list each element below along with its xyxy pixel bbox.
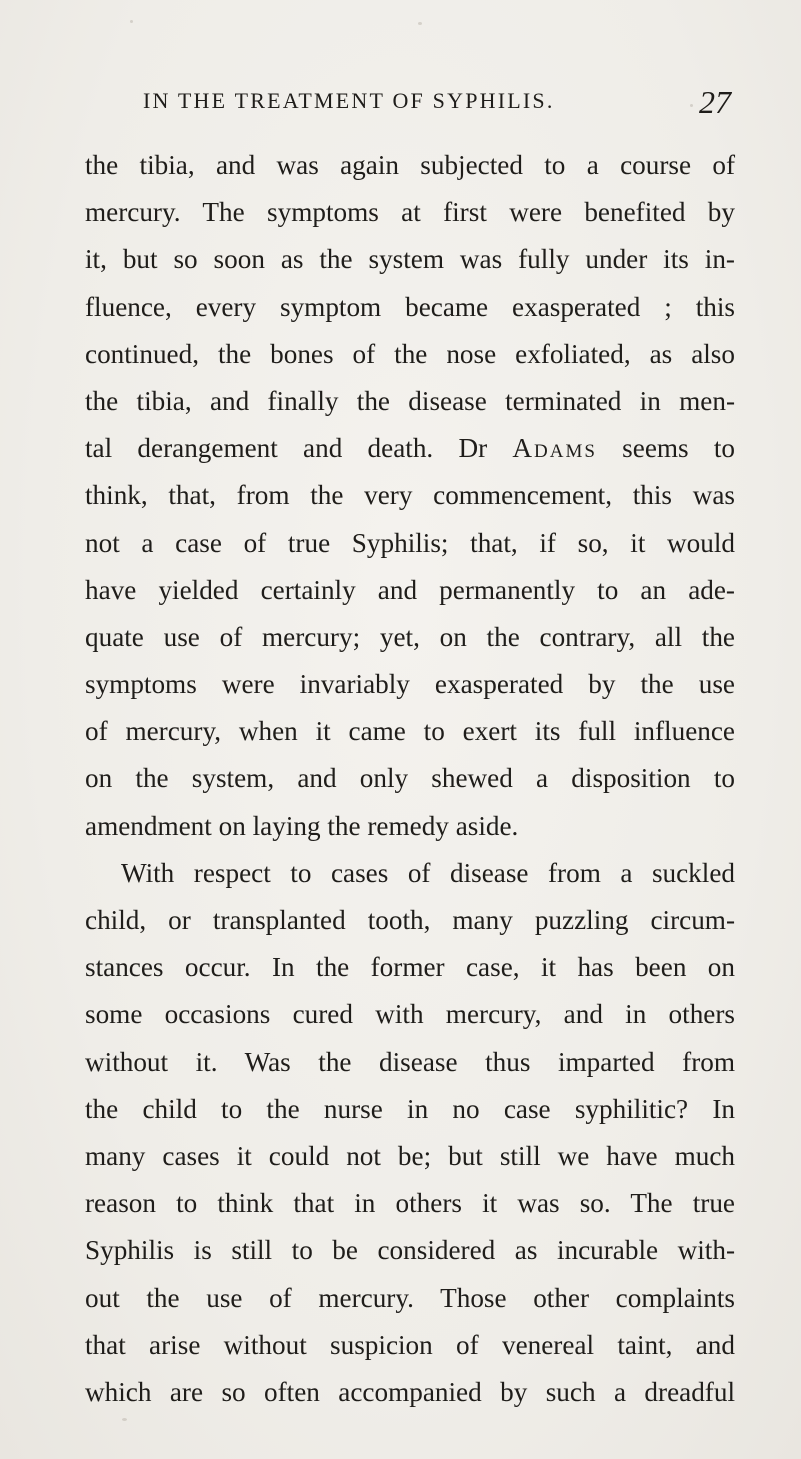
text-line: out the use of mercury. Those other complaints xyxy=(85,1282,735,1313)
text-line: the tibia, and was again subjected to a course of xyxy=(85,150,735,180)
text-line: fluence, every symptom became exasperated ; this xyxy=(85,291,735,322)
text-line: stances occur. In the former case, it has been on xyxy=(85,952,735,983)
paper-speck xyxy=(418,22,422,25)
paper-speck xyxy=(122,1418,127,1421)
text-line: it, but so soon as the system was fully under its in- xyxy=(85,244,735,275)
running-head xyxy=(143,86,731,126)
text-line: without it. Was the disease thus imparted from xyxy=(85,1046,735,1077)
text-line: some occasions cured with mercury, and in others xyxy=(85,999,735,1030)
paragraph-end-line: amendment on laying the remedy aside. xyxy=(85,810,519,841)
text-line: that arise without suspicion of venereal taint, and xyxy=(85,1329,735,1360)
text-line: Syphilis is still to be considered as incurable with- xyxy=(85,1235,735,1266)
text-line: which are so often accompanied by such a dreadful xyxy=(85,1376,735,1407)
text-line: not a case of true Syphilis; that, if so, it would xyxy=(85,527,735,558)
text-line: think, that, from the very commencement, this was xyxy=(85,480,735,511)
text-line: of mercury, when it came to exert its full influence xyxy=(85,716,735,747)
text-line: continued, the bones of the nose exfoliated, as also xyxy=(85,338,735,369)
text-line: mercury. The symptoms at first were benefited by xyxy=(85,197,735,228)
text-line: symptoms were invariably exasperated by the use xyxy=(85,669,735,700)
text-line: on the system, and only shewed a disposition to xyxy=(85,763,735,794)
text-line: many cases it could not be; but still we have much xyxy=(85,1140,735,1171)
body-text xyxy=(85,142,735,1416)
page-number: 27 xyxy=(699,84,731,120)
text-line: have yielded certainly and permanently to an ade- xyxy=(85,574,735,605)
text-line: the child to the nurse in no case syphilitic? In xyxy=(85,1093,735,1124)
paper-speck xyxy=(130,20,133,23)
text-line: tal derangement and death. Dr Adams seems to xyxy=(85,433,736,464)
text-line: the tibia, and finally the disease terminated in men- xyxy=(85,385,735,416)
running-title: IN THE TREATMENT OF SYPHILIS. xyxy=(143,88,555,113)
paragraph-start-line: With respect to cases of disease from a suckled xyxy=(121,857,735,888)
author-name-adams: Adams xyxy=(512,433,597,464)
text-line: reason to think that in others it was so. The true xyxy=(85,1188,735,1219)
text-line: quate use of mercury; yet, on the contrary, all the xyxy=(85,621,735,652)
text-line: child, or transplanted tooth, many puzzling circum- xyxy=(85,905,735,935)
